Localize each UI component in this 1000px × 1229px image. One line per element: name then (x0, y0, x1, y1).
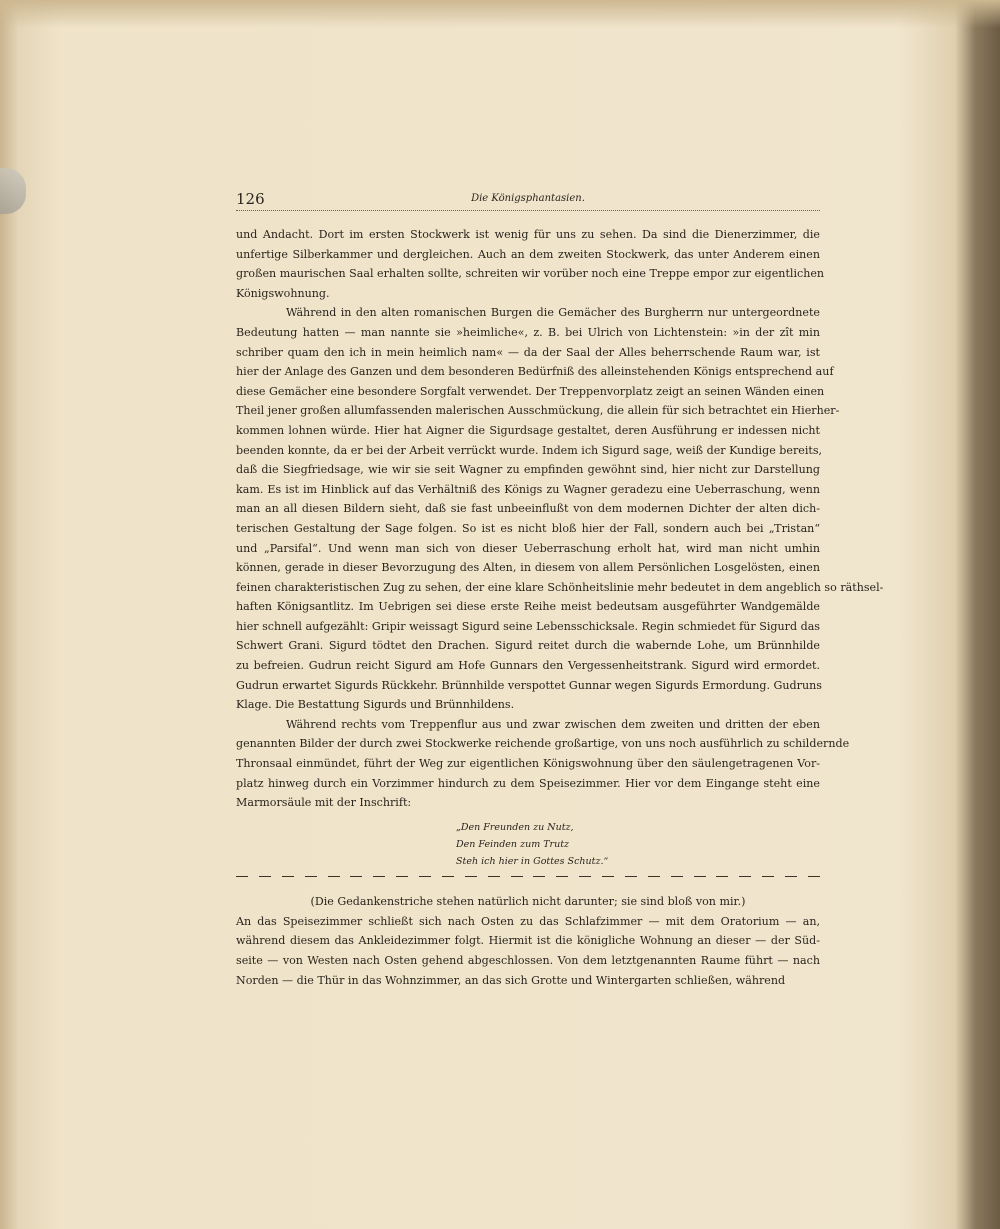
text-line: Während in den alten romanischen Burgen die Gemächer des Burgherrn nur untergeordnete (286, 306, 820, 320)
text-line: beenden konnte, da er bei der Arbeit verrückt wurde. Indem ich Sigurd sage, weiß der Kundige bereits, (236, 443, 823, 457)
text-line: An das Speisezimmer schließt sich nach Osten zu das Schlafzimmer — mit dem Oratorium — an, (236, 914, 820, 928)
text-line: großen maurischen Saal erhalten sollte, schreiten wir vorüber noch eine Treppe empor zur eigentlichen (236, 267, 825, 281)
text-line: feinen charakteristischen Zug zu sehen, der eine klare Schönheitslinie mehr bedeutet in dem angeblich so räthsel- (236, 580, 884, 594)
text-line: genannten Bilder der durch zwei Stockwerke reichende großartige, von uns noch ausführlich zu schildernde (236, 737, 850, 751)
text-line: und „Parsifal“. Und wenn man sich von dieser Ueberraschung erholt hat, wird man nicht umhin (236, 541, 820, 555)
dash (419, 876, 431, 877)
dash (579, 876, 591, 877)
dash (511, 876, 523, 877)
body-text (236, 225, 884, 990)
inscription-line: Den Feinden zum Trutz (456, 838, 570, 850)
text-line: Gudrun erwartet Sigurds Rückkehr. Brünnhilde verspottet Gunnar wegen Sigurds Ermordung. Gudruns (236, 678, 822, 692)
text-line: Bedeutung hatten — man nannte sie »heimliche«, z. B. bei Ulrich von Lichtenstein: »in der zît min (236, 325, 820, 339)
dash (442, 876, 454, 877)
dash (350, 876, 362, 877)
text-line: terischen Gestaltung der Sage folgen. So ist es nicht bloß hier der Fall, sondern auch bei „Tristan“ (236, 521, 820, 535)
dash (739, 876, 751, 877)
text-line: hier schnell aufgezählt: Gripir weissagt Sigurd seine Lebensschicksale. Regin schmiedet für Sigurd das (236, 619, 820, 633)
dash (694, 876, 706, 877)
dash (396, 876, 408, 877)
dash-row (236, 876, 820, 877)
text-line: und Andacht. Dort im ersten Stockwerk ist wenig für uns zu sehen. Da sind die Dienerzimmer, die (236, 228, 820, 241)
dash (236, 876, 248, 877)
text-line: man an all diesen Bildern sieht, daß sie fast unbeeinflußt von dem modernen Dichter der alten dich- (236, 502, 820, 516)
author-note: (Die Gedankenstriche stehen natürlich nicht darunter; sie sind bloß von mir.) (310, 894, 746, 908)
text-line: Königswohnung. (236, 286, 330, 300)
text-line: Norden — die Thür in das Wohnzimmer, an das sich Grotte und Wintergarten schließen, während (236, 973, 786, 987)
dash (556, 876, 568, 877)
paragraph-3 (236, 715, 850, 813)
page-header (236, 190, 820, 211)
text-line: Klage. Die Bestattung Sigurds und Brünnhildens. (236, 698, 515, 712)
text-line: während diesem das Ankleidezimmer folgt. Hiermit ist die königliche Wohnung an dieser — der Süd- (236, 934, 820, 948)
text-line: Thronsaal einmündet, führt der Weg zur eigentlichen Königswohnung über den säulengetragenen Vor- (236, 757, 820, 771)
dash (762, 876, 774, 877)
text-line: unfertige Silberkammer und dergleichen. Auch an dem zweiten Stockwerk, das unter Anderem einen (236, 247, 820, 261)
dash (648, 876, 660, 877)
text-line: Theil jener großen allumfassenden malerischen Ausschmückung, die allein für sich betrachtet ein Hierher- (236, 404, 840, 418)
page-content (236, 190, 884, 990)
text-line: diese Gemächer eine besondere Sorgfalt verwendet. Der Treppenvorplatz zeigt an seinen Wänden einen (236, 384, 825, 398)
dash (305, 876, 317, 877)
inscription-line: „Den Freunden zu Nutz, (456, 821, 574, 833)
dash (373, 876, 385, 877)
text-line: können, gerade in dieser Bevorzugung des Alten, in diesem von allem Persönlichen Losgelösten, einen (236, 561, 820, 575)
text-line: schriber quam den ich in mein heimlich nam« — da der Saal der Alles beherrschende Raum war, ist (236, 345, 820, 359)
text-line: daß die Siegfriedsage, wie wir sie seit Wagner zu empfinden gewöhnt sind, hier nicht zur Darstellung (236, 463, 820, 477)
paragraph-4 (236, 912, 820, 990)
text-line: Schwert Grani. Sigurd tödtet den Drachen. Sigurd reitet durch die wabernde Lohe, um Brünnhilde (236, 639, 820, 653)
dash (602, 876, 614, 877)
dash (328, 876, 340, 877)
text-line: haften Königsantlitz. Im Uebrigen sei diese erste Reihe meist bedeutsam ausgeführter Wandgemälde (236, 600, 820, 614)
dash (785, 876, 797, 877)
text-line: kam. Es ist im Hinblick auf das Verhältniß des Königs zu Wagner geradezu eine Ueberraschung, wenn (236, 482, 820, 496)
dash (533, 876, 545, 877)
dash (488, 876, 500, 877)
running-title: Die Königsphantasien. (471, 193, 585, 204)
inscription-line: Steh ich hier in Gottes Schutz.“ (456, 855, 609, 867)
text-line: zu befreien. Gudrun reicht Sigurd am Hofe Gunnars den Vergessenheitstrank. Sigurd wird ermordet. (236, 659, 820, 673)
dash (671, 876, 683, 877)
text-line: hier der Anlage des Ganzen und dem besonderen Bedürfniß des alleinstehenden Königs entsprechend auf (236, 365, 834, 379)
text-line: Marmorsäule mit der Inschrift: (236, 796, 412, 810)
text-line: platz hinweg durch ein Vorzimmer hindurch zu dem Speisezimmer. Hier vor dem Eingange steht eine (236, 776, 820, 790)
text-line: kommen lohnen würde. Hier hat Aigner die Sigurdsage gestaltet, deren Ausführung er indessen nicht (236, 423, 820, 437)
paragraph-1 (236, 225, 825, 303)
inscription (456, 819, 820, 870)
dash (625, 876, 637, 877)
dash (282, 876, 294, 877)
text-line: seite — von Westen nach Osten gehend abgeschlossen. Von dem letztgenannten Raume führt — nach (236, 954, 820, 967)
dash (465, 876, 477, 877)
page-number: 126 (236, 190, 265, 208)
text-line: Während rechts vom Treppenflur aus und zwar zwischen dem zweiten und dritten der eben (286, 717, 820, 731)
paragraph-2 (236, 303, 884, 714)
dash (716, 876, 728, 877)
dash (259, 876, 271, 877)
dash (808, 876, 820, 877)
